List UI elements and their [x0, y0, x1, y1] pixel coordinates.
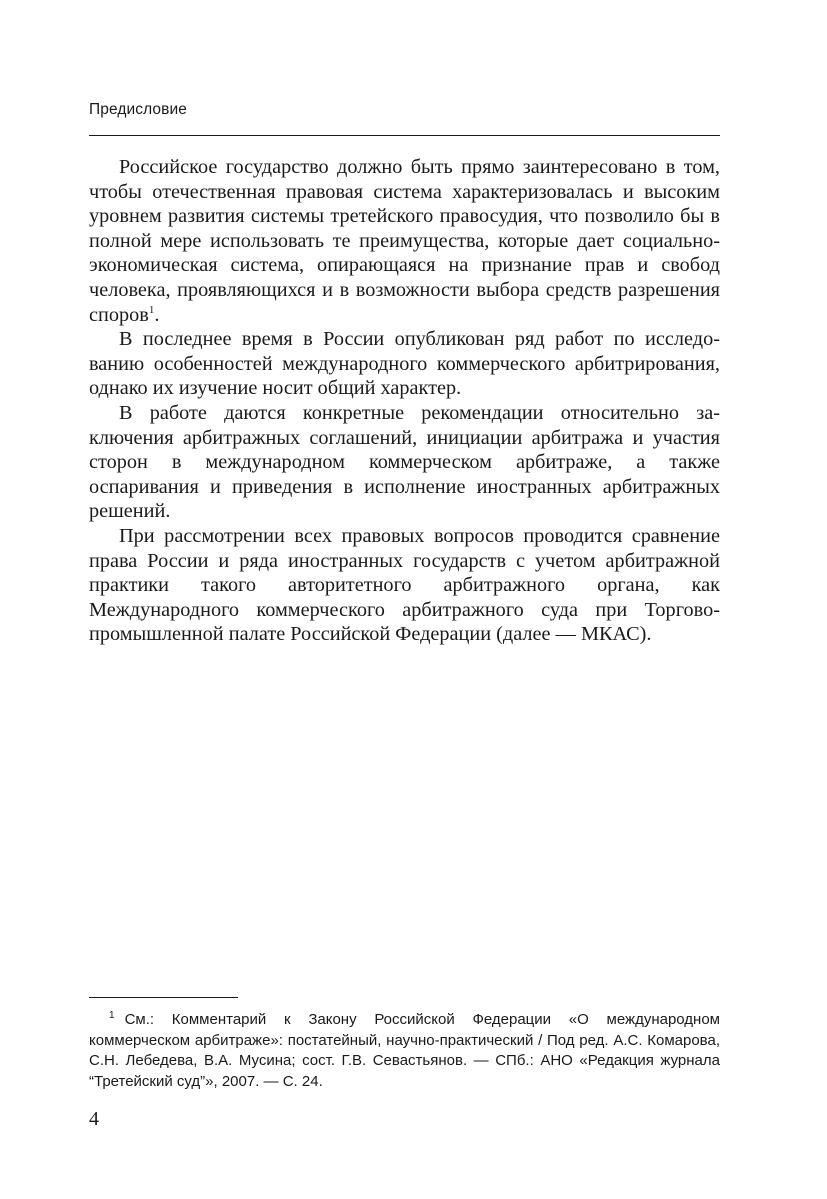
footnote-text: См.: Комментарий к Закону Российской Федерации «О международном коммерческом арбитраже»: постатейный, научно-практический / Под ред. А.С. Комарова, С.Н. Лебедева, В.А. Мусина; сост. Г.В. Севастьянов. — СПб.: АНО «Редакция журнала “Третейский суд”», 2007. — С. 24.	[89, 1011, 720, 1090]
running-head: Предисловие	[89, 101, 187, 118]
paragraph-2: В последнее время в России опубликован ряд работ по исследованию особенностей международного коммерческого арбитрирования, однако их изучение носит общий характер.	[89, 328, 720, 400]
paragraph-1-text: Российское государство должно быть прямо заинтересовано в том, чтобы отечественная правовая система характеризовалась и высоким уровнем развития системы третейского правосудия, что позволило бы в полной мере использовать те преимущества, которые дает социально-экономическая система, опирающаяся на признание прав и свобод человека, проявляющихся и в возможности выбора средств разрешения споров	[89, 156, 720, 326]
paragraph-1	[89, 155, 720, 327]
footnote	[89, 1010, 720, 1092]
footnote-separator	[89, 997, 238, 998]
footnote-number: 1	[109, 1010, 115, 1021]
page-number: 4	[89, 1108, 99, 1130]
paragraph-1-end: .	[154, 303, 160, 326]
main-text	[89, 155, 720, 647]
paragraph-3: В работе даются конкретные рекомендации относительно заключения арбитражных соглашений, инициации арбитража и участия сторон в международном коммерческом арбитраже, а также оспаривания и приведения в исполнение иностранных арбитражных решений.	[89, 401, 720, 523]
paragraph-4: При рассмотрении всех правовых вопросов проводится сравнение права России и ряда иностранных государств с учетом арбитражной практики такого авторитетного арбитражного органа, как Международного коммерческого арбитражного суда при Торгово-промышленной палате Российской Федерации (далее — МКАС).	[89, 524, 720, 646]
header-rule	[89, 135, 720, 136]
footnote-reference[interactable]: 1	[148, 303, 155, 316]
